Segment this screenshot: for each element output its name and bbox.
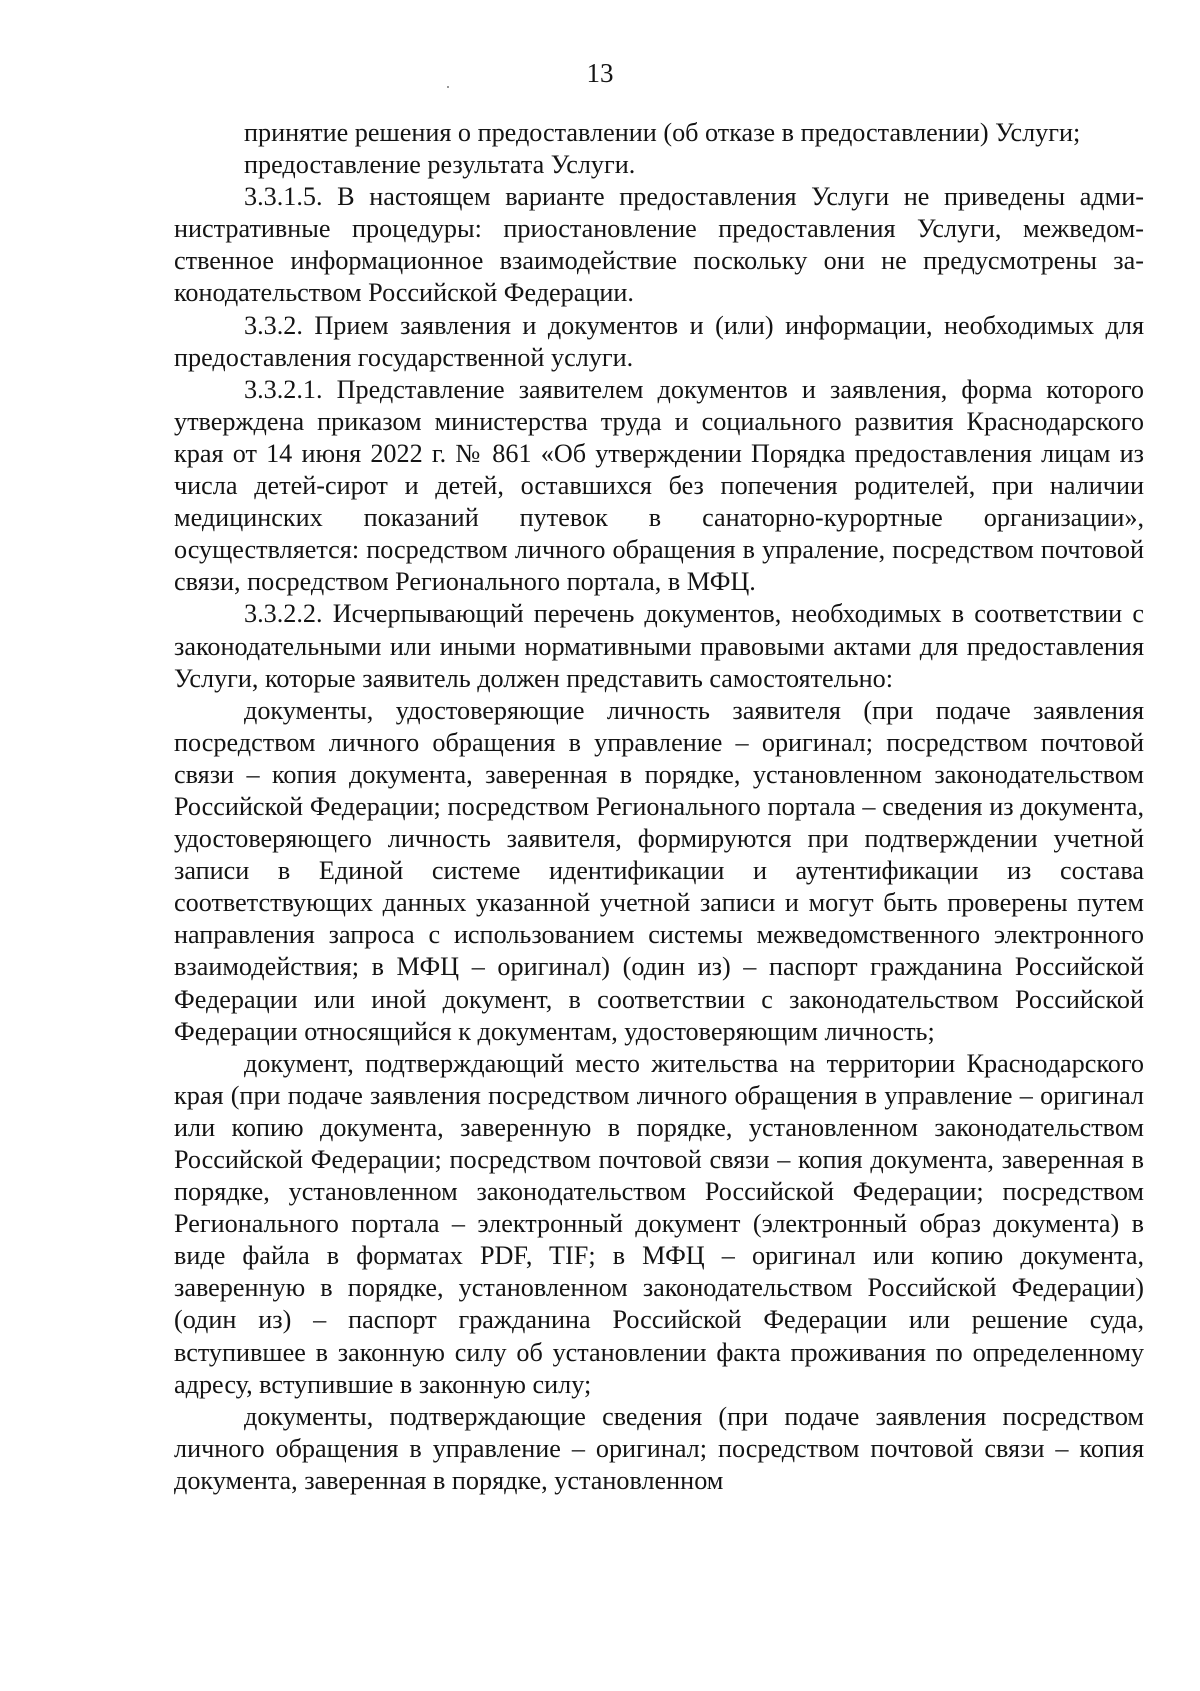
paragraph-supporting-documents: документы, подтверждающие сведения (при подаче заявления посредством личного обращения в управление – оригинал; посредством почтовой связи – копия документа, заверенная в порядке, установленном [174,1401,1144,1495]
paragraph-3-3-2-1: 3.3.2.1. Представление заявителем документов и заявления, форма которого утверждена приказом министерства труда и социального развития Краснодарского края от 14 июня 2022 г. № 861 «Об утверждении Порядка предоставления лицам из числа детей-сирот и детей, оставшихся без попечения родителей, при наличии медицинских показаний путевок в санаторно-курортные организации», осуществляется: посредством личного обращения в упраление, посредством почтовой связи, посредством Регионального портала, в МФЦ. [174,374,1144,597]
paragraph-decision: принятие решения о предоставлении (об отказе в предоставлении) Услуги; [244,118,1081,147]
paragraph-3-3-1-5: 3.3.1.5. В настоящем варианте предоставления Услуги не приведены административные процедуры: приостановление предоставления Услуги, межведомственное информационное взаимодействие поскольку они не предусмотрены законодательством Российской Федерации. [174,182,1144,308]
paragraph-residence-document: документ, подтверждающий место жительства на территории Краснодарского края (при подаче заявления посредством личного обращения в управление – оригинал или копию документа, заверенную в порядке, установленном законодательством Российской Федерации; посредством почтовой связи – копия документа, заверенная в порядке, установленном законодательством Российской Федерации; посредством Регионального портала – электронный документ (электронный образ документа) в виде файла в форматах PDF, TIF; в МФЦ – оригинал или копию документа, заверенную в порядке, установленном законодательством Российской Федерации) (один из) – паспорт гражданина Российской Федерации или решение суда, вступившее в законную силу об установлении факта проживания по определенному адресу, вступившие в законную силу; [174,1048,1144,1399]
paragraph-3-3-2-2: 3.3.2.2. Исчерпывающий перечень документов, необходимых в соответствии с законодательными или иными нормативными правовыми актами для предоставления Услуги, которые заявитель должен представить самостоятельно: [174,599,1144,693]
paragraph-3-3-2: 3.3.2. Прием заявления и документов и (или) информации, необходимых для предоставления государственной услуги. [174,310,1144,372]
paragraph-identity-documents: документы, удостоверяющие личность заявителя (при подаче заявления посредством личного обращения в управление – оригинал; посредством почтовой связи – копия документа, заверенная в порядке, установленном законодательством Российской Федерации; посредством Регионального портала – сведения из документа, удостоверяющего личность заявителя, формируются при подтверждении учетной записи в Единой системе идентификации и аутентификации из состава соответствующих данных указанной учетной записи и могут быть проверены путем направления запроса с использованием системы межведомственного электронного взаимодействия; в МФЦ – оригинал) (один из) – паспорт гражданина Российской Федерации или иной документ, в соответствии с законодательством Российской Федерации относящийся к документам, удостоверяющим личность; [174,695,1144,1046]
page-number: 13 [586,58,614,88]
paragraph-result: предоставление результата Услуги. [244,150,636,180]
document-body [174,117,1144,1497]
scan-speck [447,86,449,88]
